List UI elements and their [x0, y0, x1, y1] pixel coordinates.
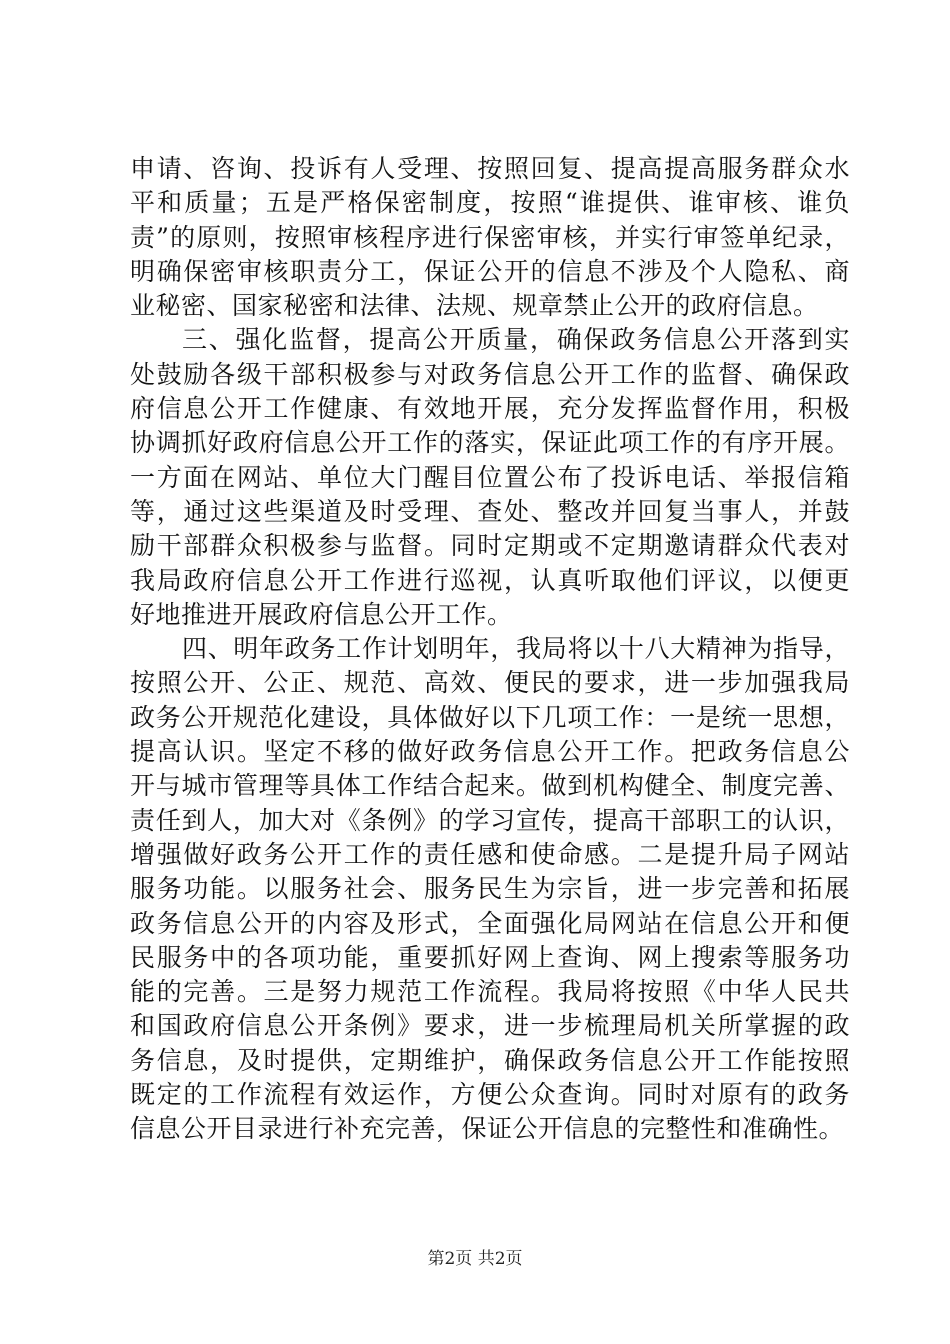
paragraph-3-line: 务信息，及时提供，定期维护，确保政务信息公开工作能按照	[130, 1045, 850, 1075]
paragraph-3-line: 四、明年政务工作计划明年，我局将以十八大精神为指导，	[182, 634, 850, 664]
paragraph-1-line: 业秘密、国家秘密和法律、法规、规章禁止公开的政府信息。	[130, 291, 819, 321]
paragraph-3-line: 服务功能。以服务社会、服务民生为宗旨，进一步完善和拓展	[130, 874, 850, 904]
paragraph-2-line: 一方面在网站、单位大门醒目位置公布了投诉电话、举报信箱	[130, 462, 850, 492]
paragraph-1-line: 申请、咨询、投诉有人受理、按照回复、提高提高服务群众水	[130, 154, 850, 183]
paragraph-3-line: 和国政府信息公开条例》要求，进一步梳理局机关所掌握的政	[130, 1011, 850, 1041]
paragraph-2-line: 好地推进开展政府信息公开工作。	[130, 599, 513, 629]
paragraph-2-line: 协调抓好政府信息公开工作的落实，保证此项工作的有序开展。	[130, 428, 850, 458]
paragraph-3-line: 责任到人，加大对《条例》的学习宣传，提高干部职工的认识，	[130, 805, 850, 835]
paragraph-3-line: 政务公开规范化建设，具体做好以下几项工作：一是统一思想，	[130, 702, 850, 732]
paragraph-2-line: 处鼓励各级干部积极参与对政务信息公开工作的监督、确保政	[130, 359, 850, 389]
paragraph-3-line: 开与城市管理等具体工作结合起来。做到机构健全、制度完善、	[130, 771, 850, 801]
paragraph-3-line: 提高认识。坚定不移的做好政务信息公开工作。把政务信息公	[130, 737, 850, 767]
paragraph-3-line: 信息公开目录进行补充完善，保证公开信息的完整性和准确性。	[130, 1114, 845, 1144]
page-footer: 第2页 共2页	[427, 1249, 523, 1269]
paragraph-1-line: 平和质量；五是严格保密制度，按照“谁提供、谁审核、谁负	[130, 188, 850, 218]
document-body	[130, 152, 850, 1147]
paragraph-3-line: 按照公开、公正、规范、高效、便民的要求，进一步加强我局	[130, 668, 850, 698]
paragraph-2-line: 三、强化监督，提高公开质量，确保政务信息公开落到实	[182, 325, 850, 355]
paragraph-2-line: 等，通过这些渠道及时受理、查处、整改并回复当事人，并鼓	[130, 496, 850, 526]
paragraph-2-line: 励干部群众积极参与监督。同时定期或不定期邀请群众代表对	[130, 531, 850, 561]
paragraph-1-line: 责”的原则，按照审核程序进行保密审核，并实行审签单纪录，	[130, 222, 850, 252]
paragraph-3-line: 民服务中的各项功能，重要抓好网上查询、网上搜索等服务功	[130, 942, 850, 972]
paragraph-1-line: 明确保密审核职责分工，保证公开的信息不涉及个人隐私、商	[130, 256, 850, 286]
paragraph-3-line: 既定的工作流程有效运作，方便公众查询。同时对原有的政务	[130, 1080, 850, 1110]
paragraph-3-line: 政务信息公开的内容及形式，全面强化局网站在信息公开和便	[130, 908, 850, 938]
paragraph-2-line: 我局政府信息公开工作进行巡视，认真听取他们评议，以便更	[130, 565, 850, 595]
paragraph-3-line: 增强做好政务公开工作的责任感和使命感。二是提升局子网站	[130, 839, 850, 869]
paragraph-3-line: 能的完善。三是努力规范工作流程。我局将按照《中华人民共	[130, 977, 850, 1007]
paragraph-2-line: 府信息公开工作健康、有效地开展，充分发挥监督作用，积极	[130, 394, 850, 424]
